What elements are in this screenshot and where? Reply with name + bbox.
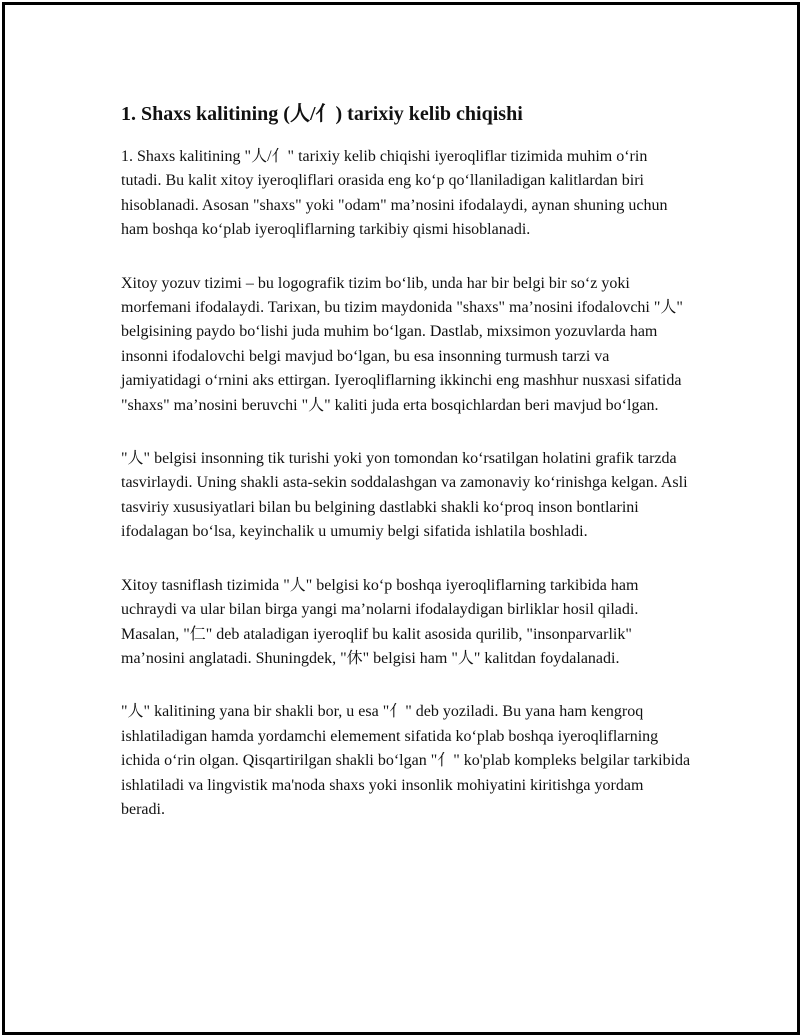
paragraph-2: Xitoy yozuv tizimi – bu logografik tizim bo‘lib, unda har bir belgi bir so‘z yoki morfemani ifodalaydi. Tarixan, bu tizim maydonida "shaxs" ma’nosini ifodalovchi "人" belgisining paydo bo‘lishi juda muhim bo‘lgan. Dastlab, mixsimon yozuvlarda ham insonni ifodalovchi belgi mavjud bo‘lgan, bu esa insonning turmush tarzi va jamiyatidagi o‘rnini aks ettirgan. Iyeroqliflarning ikkinchi eng mashhur nusxasi sifatida "shaxs" ma’nosini beruvchi "人" kaliti juda erta bosqichlardan beri mavjud bo‘lgan.	[121, 274, 683, 414]
paragraph-5: "人" kalitining yana bir shakli bor, u esa "亻" deb yoziladi. Bu yana ham kengroq ishlatiladigan hamda yordamchi elemement sifatida ko‘plab boshqa iyeroqliflarning ichida o‘rin olgan. Qisqartirilgan shakli bo‘lgan "亻" ko'plab kompleks belgilar tarkibida ishlatiladi va lingvistik ma'noda shaxs yoki insonlik mohiyatini kiritishga yordam beradi.	[121, 703, 691, 818]
page-frame	[2, 2, 800, 1035]
paragraph-4: Xitoy tasniflash tizimida "人" belgisi ko‘p boshqa iyeroqliflarning tarkibida ham uchraydi va ular bilan birga yangi ma’nolarni ifodalaydigan birliklar hosil qiladi. Masalan, "仁" deb ataladigan iyeroqlif bu kalit asosida qurilib, "insonparvarlik" ma’nosini anglatadi. Shuningdek, "休" belgisi ham "人" kalitdan foydalanadi.	[121, 576, 639, 667]
document-body	[121, 100, 691, 851]
paragraph-1: 1. Shaxs kalitining "人/亻" tarixiy kelib chiqishi iyeroqliflar tizimida muhim o‘rin tutadi. Bu kalit xitoy iyeroqliflari orasida eng ko‘p qo‘llaniladigan kalitlardan biri hisoblanadi. Asosan "shaxs" yoki "odam" ma’nosini ifodalaydi, aynan shuning uchun ham boshqa ko‘plab iyeroqliflarning tarkibiy qismi hisoblanadi.	[121, 148, 668, 239]
document-title: 1. Shaxs kalitining (人/亻) tarixiy kelib chiqishi	[121, 103, 523, 125]
paragraph-3: "人" belgisi insonning tik turishi yoki yon tomondan ko‘rsatilgan holatini grafik tarzda tasvirlaydi. Uning shakli asta-sekin soddalashgan va zamonaviy ko‘rinishga kelgan. Asli tasviriy xususiyatlari bilan bu belgining dastlabki shakli ko‘proq inson bontlarini ifodalagan bo‘lsa, keyinchalik u umumiy belgi sifatida ishlatila boshladi.	[121, 450, 688, 541]
